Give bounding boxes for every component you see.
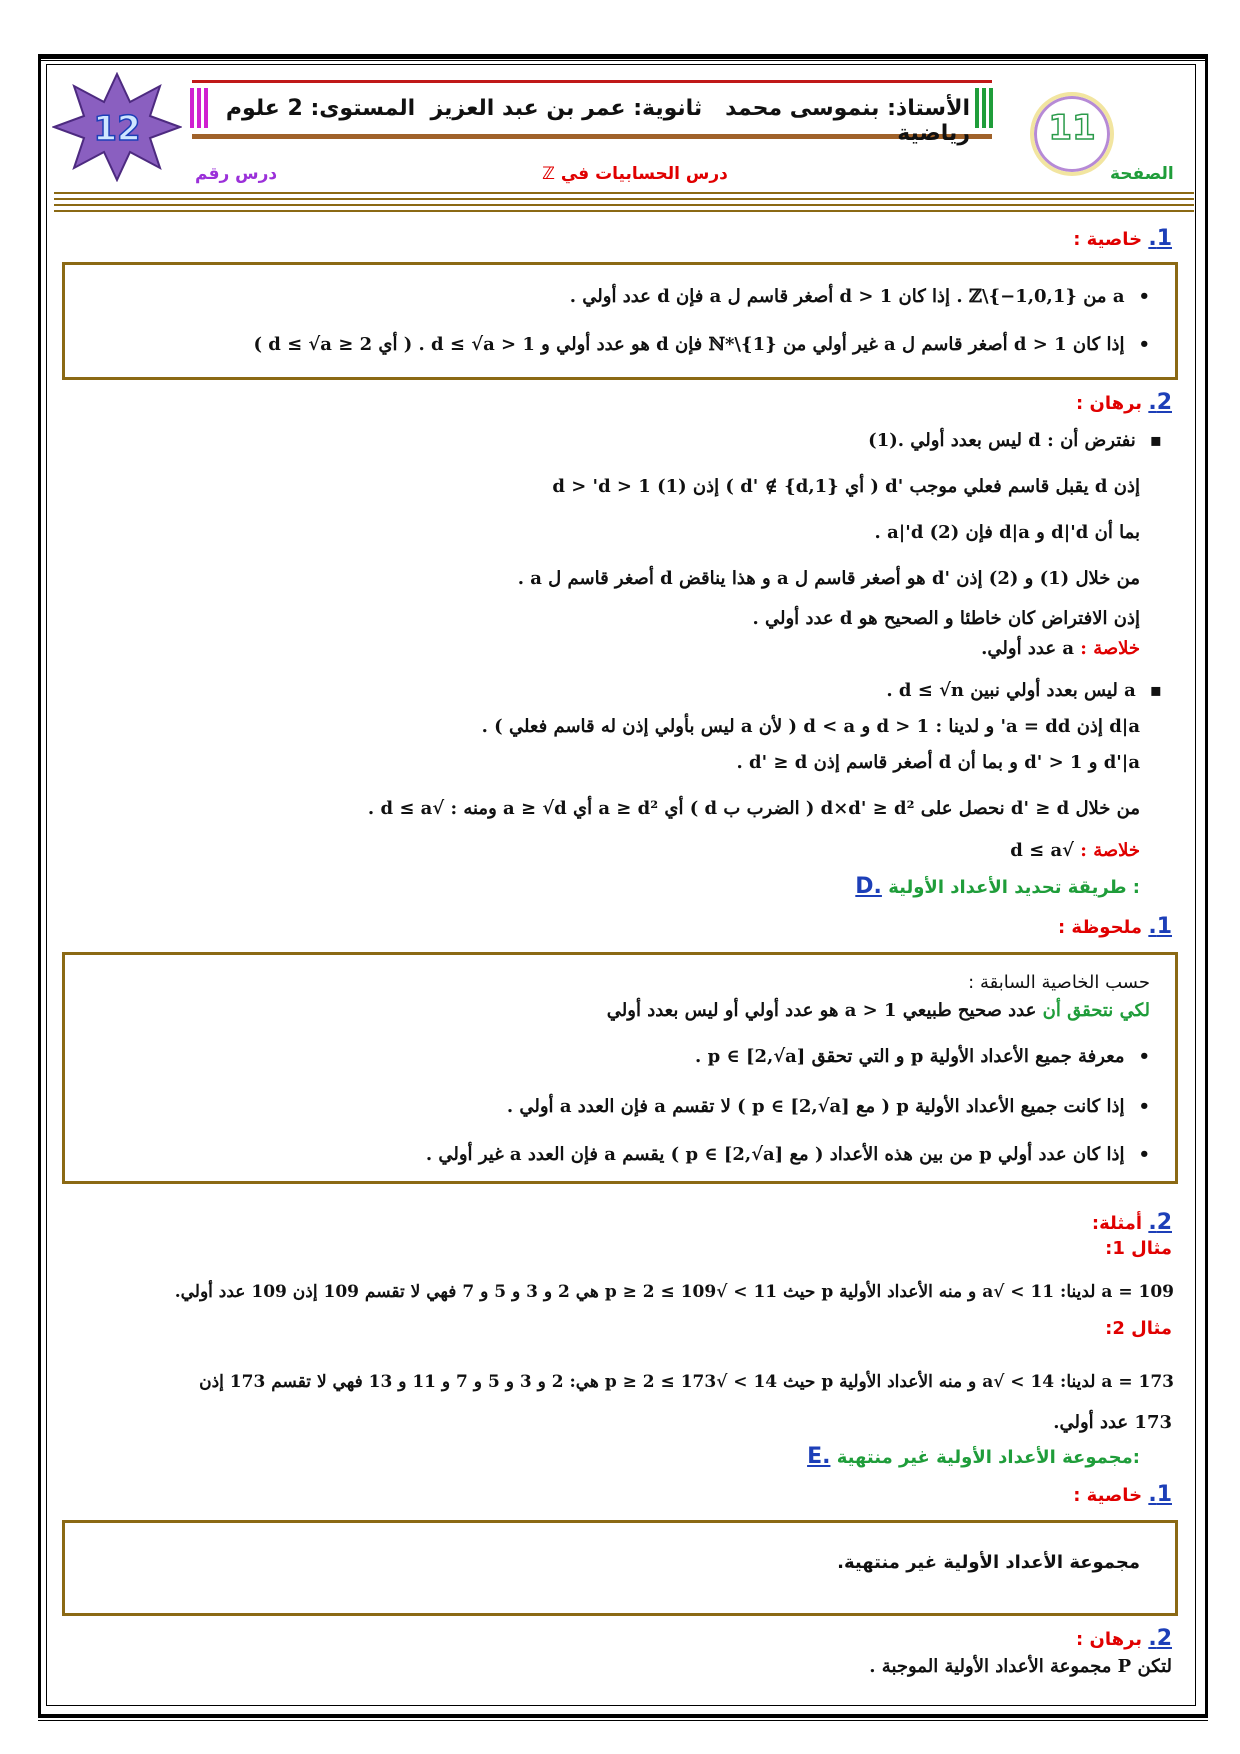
sectionE-proof-line: لتكن P مجموعة الأعداد الأولية الموجبة . [869,1656,1172,1677]
sectionD-heading: D. طريقة تحديد الأعداد الأولية : [855,874,1140,899]
page-number: 11 [1048,108,1096,148]
example1-label: مثال 1: [1105,1238,1172,1259]
header-top-rule [192,80,992,83]
sectionE-box-text: مجموعة الأعداد الأولية غير منتهية. [837,1552,1140,1573]
note-bullet-1: •معرفة جميع الأعداد الأولية p و التي تحقق p ∈ [2,√a] . [695,1046,1150,1067]
deco-bar [190,88,194,128]
proof1-heading: 2. برهان : [1076,390,1172,415]
example2-label: مثال 2: [1105,1318,1172,1339]
proof-line-6: ▪a ليس بعدد أولي نبين d ≤ √n . [886,680,1162,701]
note-bullet-3: •إذا كان عدد أولي p من بين هذه الأعداد ( مع p ∈ [2,√a] ) يقسم a فإن العدد a غير أولي . [425,1144,1150,1165]
deco-bar [989,88,993,128]
proof-line-3: بما أن d|'d و d|a فإن a|'d (2) . [874,522,1140,543]
header-line [220,96,970,146]
lesson-label: درس رقم [195,164,278,184]
example1-text: a = 109 لدينا: 11 > √a و منه الأعداد الأولية p حيث 11 > √109 ≥ p ≥ 2 هي 2 و 3 و 5 و 7 فهي لا تقسم 109 إذن 109 عدد أولي. [174,1282,1174,1302]
sectionE-heading: E. مجموعة الأعداد الأولية غير منتهية: [807,1444,1140,1469]
proof-line-1: ▪نفترض أن : d ليس بعدد أولي .(1) [868,430,1162,451]
deco-bar [982,88,986,128]
note-line-2: لكي نتحقق أن عدد صحيح طبيعي a > 1 هو عدد أولي أو ليس بعدد أولي [606,1000,1150,1021]
lesson-title: درس الحسابيات في ℤ [542,164,728,184]
proof-line-5: إذن الافتراض كان خاطئا و الصحيح هو d عدد أولي . [752,608,1140,629]
example2-text-a: a = 173 لدينا: 14 > √a و منه الأعداد الأولية p حيث 14 > √173 ≥ p ≥ 2 هي: 2 و 3 و 5 و 7 و 11 و 13 فهي لا تقسم 173 إذن [199,1372,1174,1392]
header-divider [54,204,1194,206]
proof-line-2: إذن d يقبل قاسم فعلي موجب 'd ( أي {1,d} ∌ 'd ) إذن d > 'd > 1 (1) [552,476,1140,497]
note-line-1: حسب الخاصية السابقة : [968,972,1150,993]
deco-bar [197,88,201,128]
proof-line-8: d'|a و d' > 1 و بما أن d أصغر قاسم إذن d' ≥ d . [736,752,1140,773]
deco-bar [975,88,979,128]
deco-bar [204,88,208,128]
proof-conclusion-1: خلاصة : a عدد أولي. [981,638,1140,659]
sectionE-property-heading: 1. خاصية : [1073,1482,1172,1507]
property1-heading: 1. خاصية : [1073,226,1172,251]
level: المستوى: 2 علوم رياضية [225,96,970,146]
sectionE-proof-heading: 2. برهان : [1076,1626,1172,1651]
proof-conclusion-2: خلاصة : √d ≤ a [1010,840,1140,861]
property1-box [62,262,1178,380]
bottom-rule [38,1714,1208,1717]
property1-item1: •a من ℤ\{−1,0,1} . إذا كان d > 1 أصغر قاسم ل a فإن d عدد أولي . [569,286,1150,307]
page-label: الصفحة [1110,164,1174,184]
sectionD-note-heading: 1. ملحوظة : [1057,914,1172,939]
lesson-number: 12 [93,109,141,149]
header-divider [54,210,1194,212]
note-bullet-2: •إذا كانت جميع الأعداد الأولية p ( مع p ∈ [2,√a] ) لا تقسم a فإن العدد a أولي . [506,1096,1150,1117]
proof-line-4: من خلال (1) و (2) إذن 'd هو أصغر قاسم ل a و هذا يناقض d أصغر قاسم ل a . [517,568,1140,589]
header-divider [54,198,1194,200]
bottom-rule-thin [38,1720,1208,1721]
school: ثانوية: عمر بن عبد العزيز [430,96,703,121]
page-number-circle [1030,92,1114,176]
header-divider [54,192,1194,194]
proof-line-9: من خلال d' ≥ d نحصل على d×d' ≥ d² ( الضرب ب d ) أي a ≥ d² أي a ≥ √d ومنه : √d ≤ a . [367,798,1140,819]
property1-item2: •إذا كان d > 1 أصغر قاسم ل a غير أولي من ℕ*\{1} فإن d هو عدد أولي و 1 < d ≤ √a . ( أي 2 ≤ d ≤ √a ) [253,334,1150,355]
example2-text-b: 173 عدد أولي. [1053,1412,1172,1433]
examples-heading: 2. أمثلة: [1091,1210,1172,1235]
proof-line-7: d|a إذن a = dd' و لدينا : d > 1 و d < a ( لأن a ليس بأولي إذن له قاسم فعلي ) . [481,716,1140,737]
lesson-number-badge [52,72,182,186]
teacher: الأستاذ: بنموسى محمد [725,96,970,121]
